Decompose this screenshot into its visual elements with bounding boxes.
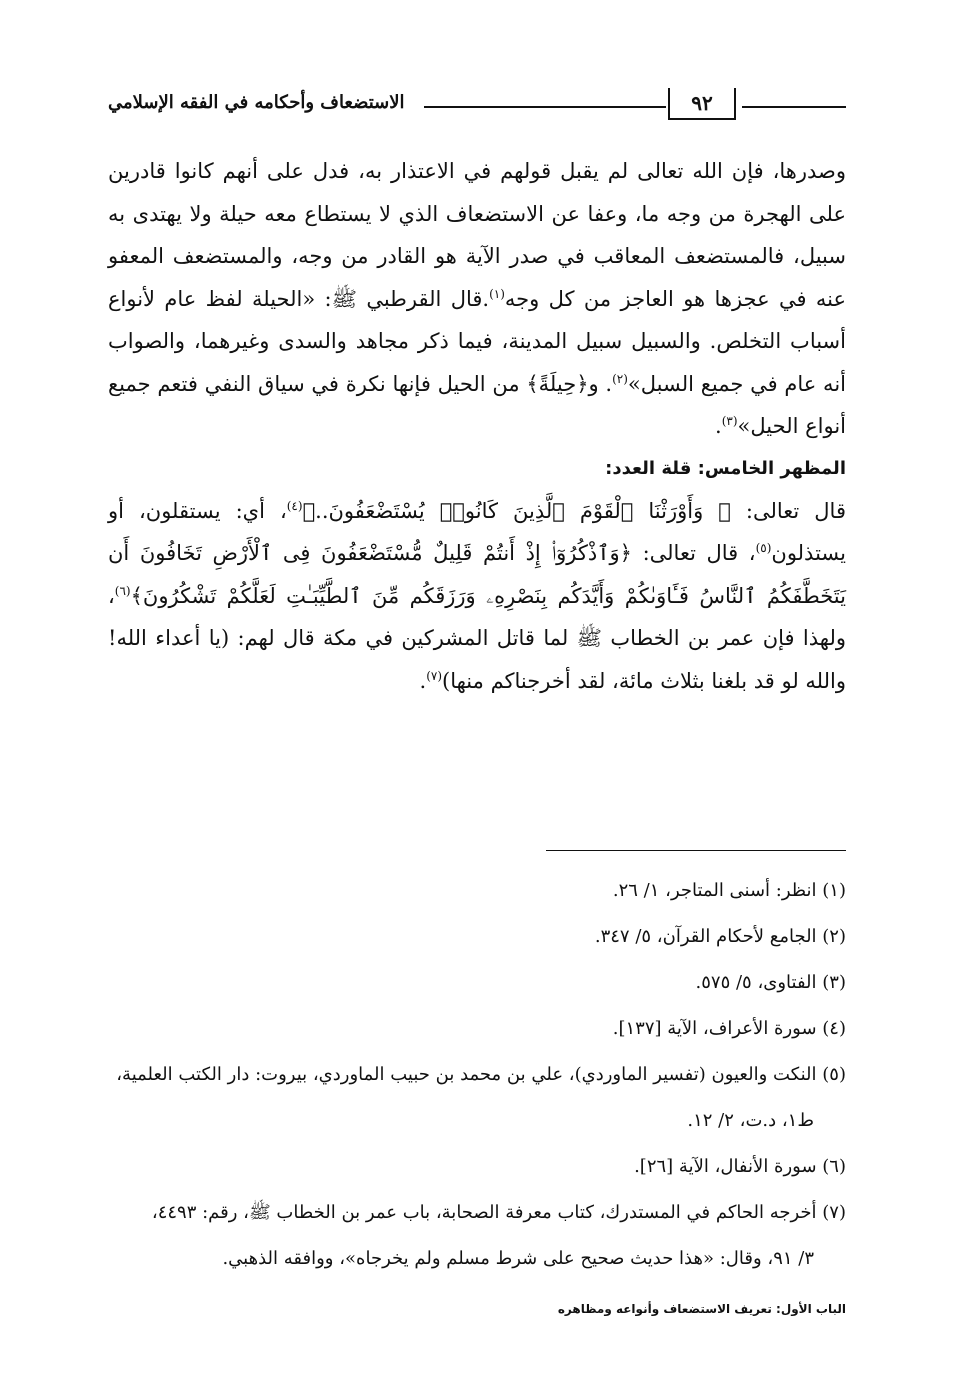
footnote-1: (١) انظر: أسنى المتاجر، ١/ ٢٦. xyxy=(612,880,846,901)
paragraph-1-text: وصدرها، فإن الله تعالى لم يقبل قولهم في الاعتذار به، فدل على أنهم كانوا قادرين على الهجرة من وجه ما، وعفا عن الاستضعاف الذي لا يستطاع معه حيلة ولا يهتدى به سبيل، فالمستضعف المعاقب في صدر الآية هو القادر من وجه، والمستضعف المعفو عنه في عجزها هو العاجز من كل وجه xyxy=(108,159,847,311)
paragraph-2-text-c: ، قال تعالى: ﴿وَٱذْكُرُوٓا۟ إِذْ أَنتُمْ قَلِيلٌ مُّسْتَضْعَفُونَ فِى ٱلْأَرْضِ تَخَافُونَ أَن يَتَخَطَّفَكُمُ ٱلنَّاسُ فَـَٔاوَىٰكُمْ وَأَيَّدَكُم بِنَصْرِهِۦ وَرَزَقَكُم مِّنَ ٱلطَّيِّبَـٰتِ لَعَلَّكُمْ تَشْكُرُونَ﴾ xyxy=(108,541,846,608)
footnote-5-continued xyxy=(108,1098,846,1144)
footnote-7-continuation: ٣/ ٩١، وقال: «هذا حديث صحيح على شرط مسلم ولم يخرجاه»، ووافقه الذهبي. xyxy=(222,1248,814,1269)
footnote-ref-6[interactable]: (٦) xyxy=(114,583,131,598)
paragraph-2-text-b: ، أي: يستقلون، أو يستذلون xyxy=(108,498,846,565)
footnote-7-continued xyxy=(108,1236,846,1282)
footnote-separator xyxy=(546,850,846,851)
header-rule-middle xyxy=(424,106,666,108)
footnote-3: (٣) الفتاوى، ٥/ ٥٧٥. xyxy=(695,972,846,993)
footnote-ref-1[interactable]: (١) xyxy=(489,286,505,301)
footnote-2: (٢) الجامع لأحكام القرآن، ٥/ ٣٤٧. xyxy=(594,926,846,947)
footnote-ref-2[interactable]: (٢) xyxy=(612,371,628,386)
paragraph-2-text-d: ، ولهذا فإن عمر بن الخطاب ﷺ لما قاتل المشركين في مكة قال لهم: (يا أعداء الله! والله لو قد بلغنا بثلاث مائة، لقد أخرجناكم منها) xyxy=(108,583,846,693)
body-text xyxy=(108,150,846,702)
running-title: الاستضعاف وأحكامه في الفقه الإسلامي xyxy=(108,92,405,113)
chapter-footer: الباب الأول: تعريف الاستضعاف وأنواعه ومظاهره xyxy=(557,1302,846,1316)
footnote-4: (٤) سورة الأعراف، الآية [١٣٧]. xyxy=(612,1018,846,1039)
footnote-6: (٦) سورة الأنفال، الآية [٢٦]. xyxy=(634,1156,846,1177)
footnote-ref-4[interactable]: (٤) xyxy=(286,498,303,513)
footnote-5: (٥) النكت والعيون (تفسير الماوردي)، علي بن محمد بن حبيب الماوردي، بيروت: دار الكتب العلمية، xyxy=(116,1064,846,1085)
footnote-ref-3[interactable]: (٣) xyxy=(721,414,738,428)
paragraph-2 xyxy=(108,490,846,703)
paragraph-1-text-b: .قال القرطبي ﷺ: «الحيلة لفظ عام لأنواع أسباب التخلص. والسبيل سبيل المدينة، فيما ذكر مجاهد والسدى وغيرهما، والصواب أنه عام في جميع السبل» xyxy=(108,286,846,396)
footnote-ref-5[interactable]: (٥) xyxy=(755,541,772,555)
paragraph-2-text-e: . xyxy=(419,668,427,693)
paragraph-1-text-d: . xyxy=(715,414,722,438)
page-header xyxy=(108,82,846,126)
footnote-7: (٧) أخرجه الحاكم في المستدرك، كتاب معرفة الصحابة، باب عمر بن الخطاب ﷺ، رقم: ٤٤٩٣، xyxy=(151,1202,846,1223)
paragraph-2-text: قال تعالى: ﴿ وَأَوْرَثْنَا ٱلْقَوْمَ ٱلَّذِينَ كَانُوا۟ يُسْتَضْعَفُونَ..﴾ xyxy=(302,498,846,523)
header-rule-right xyxy=(742,106,846,108)
paragraph-1 xyxy=(108,150,846,448)
page-number: ٩٢ xyxy=(668,88,736,120)
footnotes xyxy=(108,868,846,1282)
paragraph-1-text-c: . و﴿حِيلَةً﴾ من الحيل فإنها نكرة في سياق النفي فتعم جميع أنواع الحيل» xyxy=(108,371,846,438)
footnote-ref-7[interactable]: (٧) xyxy=(426,668,443,683)
footnote-5-continuation: ط١، د.ت، ٢/ ١٢. xyxy=(687,1110,814,1131)
section-subheading: المظهر الخامس: قلة العدد: xyxy=(605,457,846,479)
